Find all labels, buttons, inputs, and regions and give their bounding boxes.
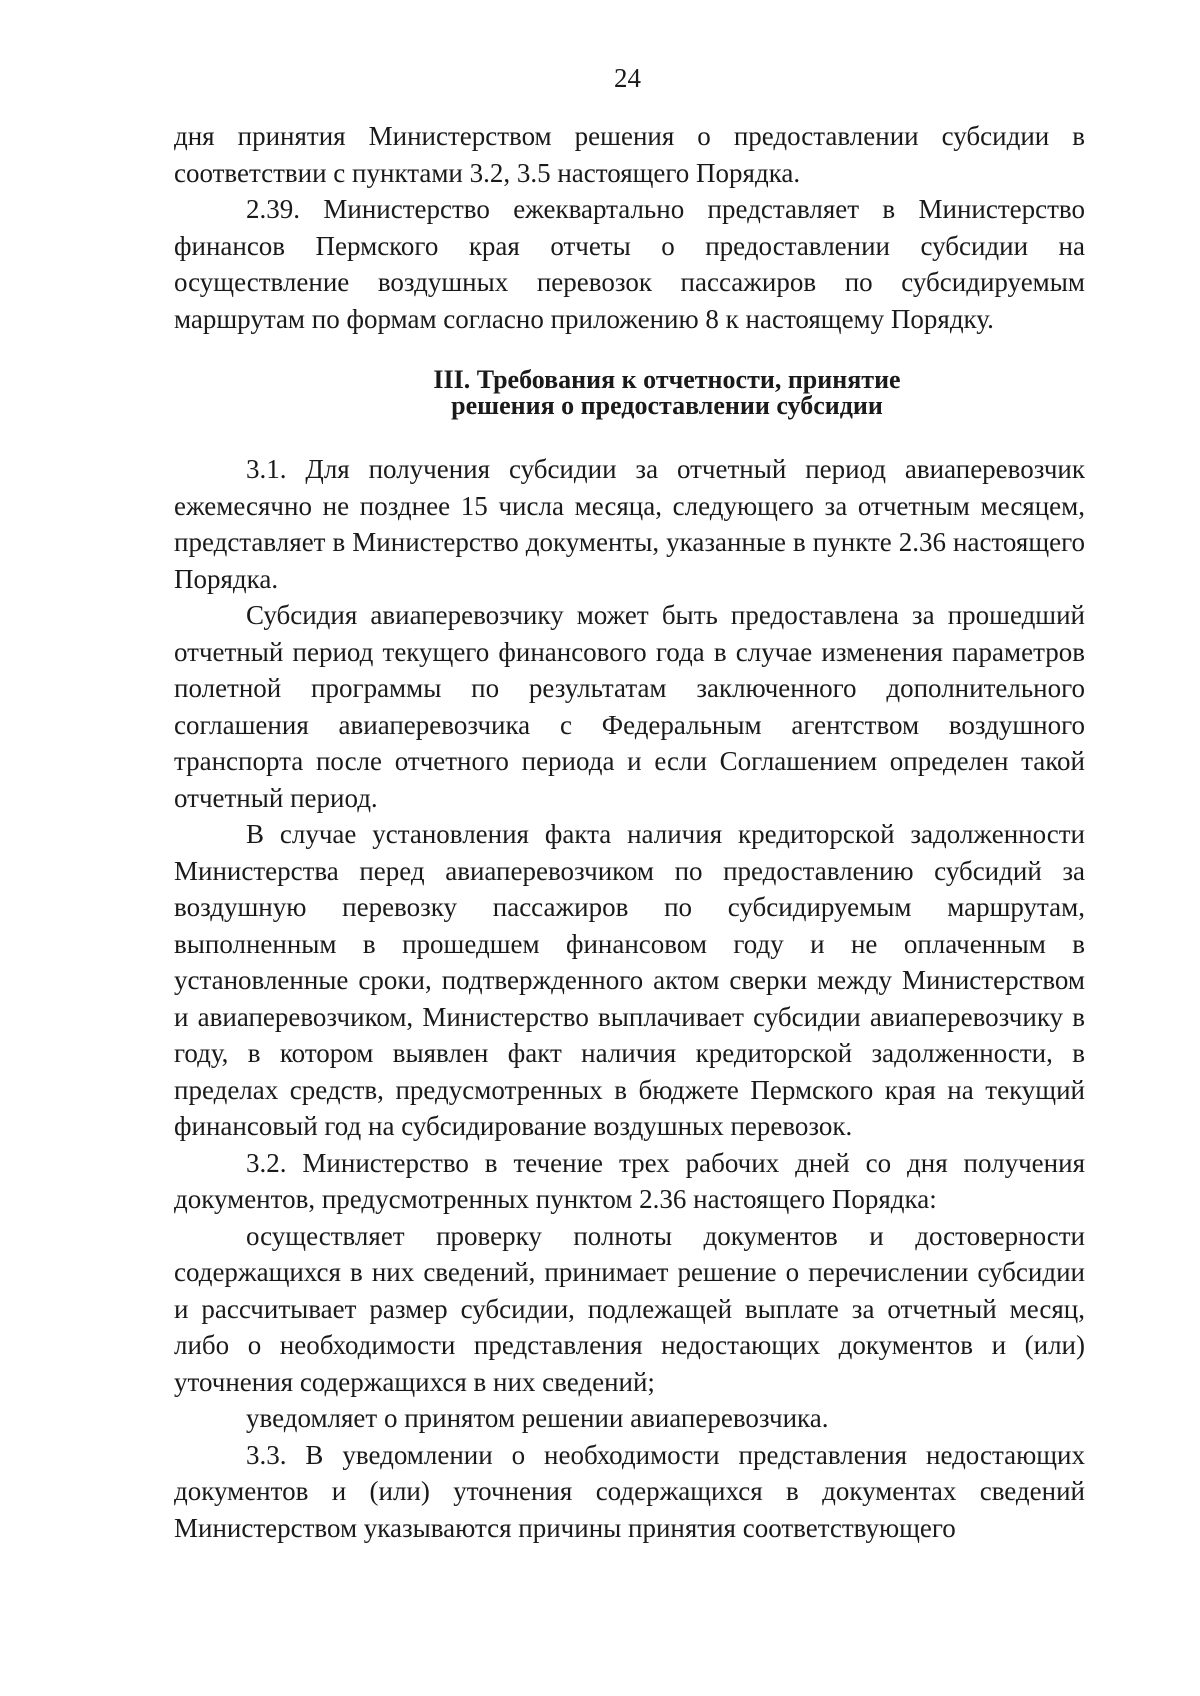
paragraph-creditor-debt: В случае установления факта наличия кредиторской задолженности Министерства перед авиаперевозчиком по предоставлению субсидий за воздушную перевозку пассажиров по субсидируемым маршрутам, выполненным в прошедшем финансовом году и не оплаченным в установленные сроки, подтвержденного актом сверки между Министерством и авиаперевозчиком, Министерство выплачивает субсидии авиаперевозчику в году, в котором выявлен факт наличия кредиторской задолженности, в пределах средств, предусмотренных в бюджете Пермского края на текущий финансовый год на субсидирование воздушных перевозок. [174,819,1085,1141]
paragraph-verification: осуществляет проверку полноты документов и достоверности содержащихся в них сведений, принимает решение о перечислении субсидии и рассчитывает размер субсидии, подлежащей выплате за отчетный месяц, либо о необходимости представления недостающих документов и (или) уточнения содержащихся в них сведений; [174,1220,1085,1397]
paragraph-subsidy-past-period: Субсидия авиаперевозчику может быть предоставлена за прошедший отчетный период текущего финансового года в случае изменения параметров полетной программы по результатам заключенного дополнительного соглашения авиаперевозчика с Федеральным агентством воздушного транспорта после отчетного периода и если Соглашением определен такой отчетный период. [174,600,1085,813]
paragraph-3-1: 3.1. Для получения субсидии за отчетный период авиаперевозчик ежемесячно не позднее 15 числа месяца, следующего за отчетным месяцем, представляет в Министерство документы, указанные в пункте 2.36 настоящего Порядка. [174,454,1085,594]
page-number: 24 [614,63,641,93]
document-body [174,118,1085,1546]
paragraph-continuation: дня принятия Министерством решения о предоставлении субсидии в соответствии с пунктами 3.2, 3.5 настоящего Порядка. [174,121,1085,188]
section-heading-line-2: решения о предоставлении субсидии [451,391,883,420]
paragraph-2-39: 2.39. Министерство ежеквартально представляет в Министерство финансов Пермского края отчеты о предоставлении субсидии на осуществление воздушных перевозок пассажиров по субсидируемым маршрутам по формам согласно приложению 8 к настоящему Порядку. [174,194,1085,334]
section-heading-line-1: III. Требования к отчетности, принятие [433,365,901,394]
paragraph-3-3: 3.3. В уведомлении о необходимости представления недостающих документов и (или) уточнения содержащихся в документах сведений Министерством указываются причины принятия соответствующего [174,1439,1085,1543]
paragraph-3-2: 3.2. Министерство в течение трех рабочих дней со дня получения документов, предусмотренных пунктом 2.36 настоящего Порядка: [174,1147,1085,1214]
section-heading [174,367,1085,419]
paragraph-notification: уведомляет о принятом решении авиаперевозчика. [246,1403,829,1433]
